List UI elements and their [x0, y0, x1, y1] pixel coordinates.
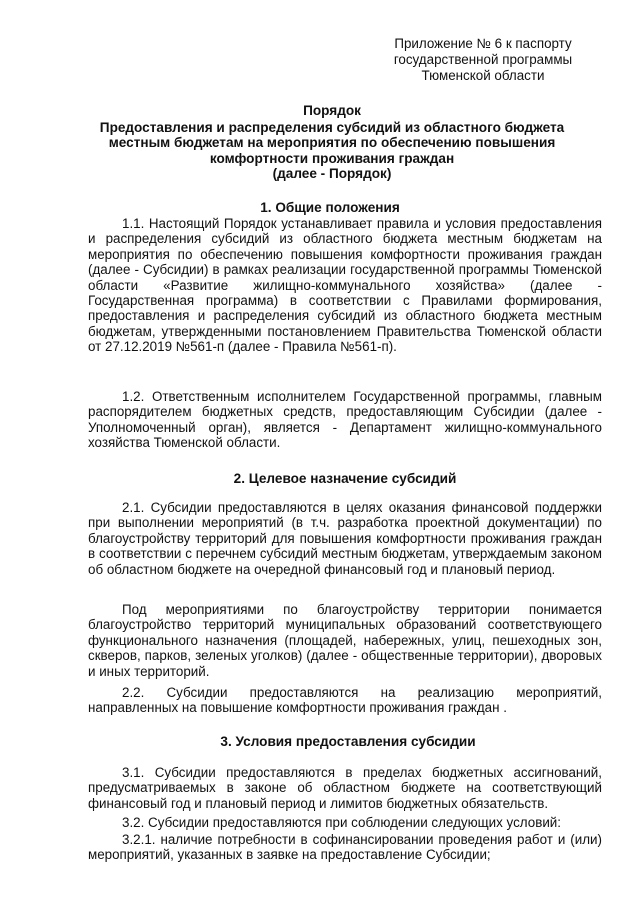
paragraph-1-1: 1.1. Настоящий Порядок устанавливает правила и условия предоставления и распределения субсидий из областного бюджета местным бюджетам на мероприятия по обеспечению повышения комфортности проживания граждан (далее - Субсидии) в рамках реализации государственной программы Тюменской области «Развитие жилищно-коммунального хозяйства» (далее - Государственная программа) в соответствии с Правилами формирования, предоставления и распределения субсидий из областного бюджета местным бюджетам, утвержденными постановлением Правительства Тюменской области от 27.12.2019 №561-п (далее - Правила №561-п). [88, 216, 602, 355]
paragraph-2-1-b: Под мероприятиями по благоустройству территории понимается благоустройство территорий муниципальных образований соответствующего функционального назначения (площадей, набережных, улиц, пешеходных зон, скверов, парков, зеленых уголков) (далее - общественные территории), дворовых и иных территорий. [88, 602, 602, 679]
title-line-1: Предоставления и распределения субсидий из областного бюджета [99, 119, 565, 135]
section-heading-3: 3. Условия предоставления субсидии [220, 734, 476, 749]
annex-line-1: Приложение № 6 к паспорту [394, 36, 572, 51]
paragraph-2-1: 2.1. Субсидии предоставляются в целях оказания финансовой поддержки при выполнении мероприятий (в т.ч. разработка проектной документации) по благоустройству территорий для повышения комфортности проживания граждан в соответствии с перечнем субсидий местным бюджетам, утверждаемым законом об областном бюджете на очередной финансовый год и плановый период. [88, 500, 602, 577]
title-line-3: комфортности проживания граждан [209, 150, 455, 166]
paragraph-3-2-1: 3.2.1. наличие потребности в софинансировании проведения работ и (или) мероприятий, указанных в заявке на предоставление Субсидии; [88, 832, 602, 863]
annex-line-2: государственной программы [393, 52, 573, 67]
title-line-2: местным бюджетам на мероприятия по обеспечению повышения [108, 135, 556, 150]
section-heading-1: 1. Общие положения [260, 200, 400, 215]
title-line-4: (далее - Порядок) [272, 166, 392, 181]
paragraph-2-2: 2.2. Субсидии предоставляются на реализацию мероприятий, направленных на повышение комфортности проживания граждан . [88, 685, 602, 716]
title-head: Порядок [303, 103, 361, 118]
annex-line-3: Тюменской области [421, 68, 545, 83]
document-title [60, 103, 604, 182]
annex-note [373, 36, 593, 84]
paragraph-3-2: 3.2. Субсидии предоставляются при соблюдении следующих условий: [122, 815, 561, 830]
section-heading-2: 2. Целевое назначение субсидий [233, 471, 457, 486]
paragraph-3-1: 3.1. Субсидии предоставляются в пределах бюджетных ассигнований, предусматриваемых в законе об областном бюджете на соответствующий финансовый год и плановый период и лимитов бюджетных обязательств. [88, 765, 602, 811]
paragraph-1-2: 1.2. Ответственным исполнителем Государственной программы, главным распорядителем бюджетных средств, предоставляющим Субсидии (далее - Уполномоченный орган), является - Департамент жилищно-коммунального хозяйства Тюменской области. [88, 389, 602, 451]
